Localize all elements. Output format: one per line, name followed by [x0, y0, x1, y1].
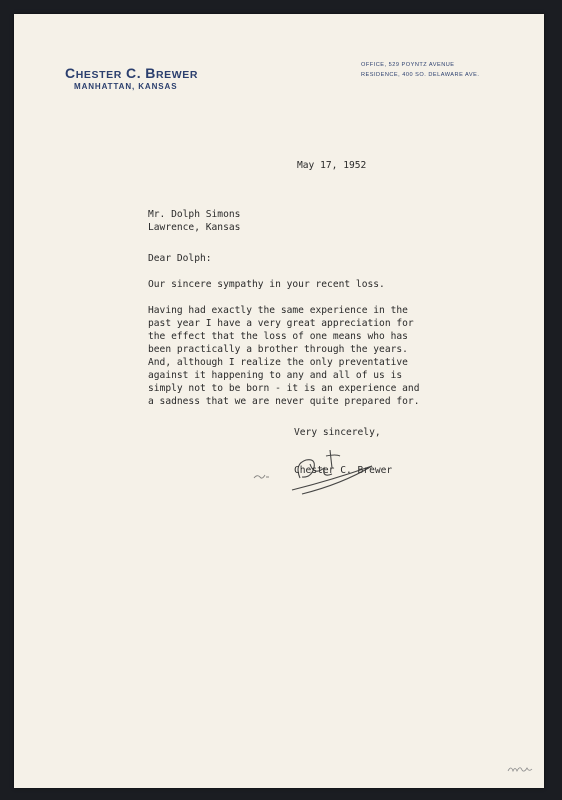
letterhead-residence-address: RESIDENCE, 400 SO. DELAWARE AVE. — [361, 72, 480, 78]
handwritten-signature — [252, 442, 392, 502]
recipient-name: Mr. Dolph Simons — [148, 209, 241, 220]
paragraph-2-line: against it happening to any and all of us is — [148, 370, 403, 381]
paragraph-2-line: past year I have a very great appreciation for — [148, 318, 414, 329]
letter-page — [14, 14, 544, 788]
letterhead-city: MANHATTAN, KANSAS — [74, 82, 178, 91]
paragraph-2-line: been practically a brother through the years. — [148, 344, 408, 355]
recipient-place: Lawrence, Kansas — [148, 222, 241, 233]
paragraph-2-line: a sadness that we are never quite prepared for. — [148, 396, 420, 407]
closing: Very sincerely, — [294, 427, 381, 438]
salutation: Dear Dolph: — [148, 253, 212, 264]
paragraph-1: Our sincere sympathy in your recent loss. — [148, 279, 385, 290]
letterhead-name: CHESTER C. BREWER — [65, 65, 199, 81]
paragraph-2-line: And, although I realize the only preventative — [148, 357, 408, 368]
paragraph-2-line: the effect that the loss of one means who has — [148, 331, 408, 342]
letterhead-office-address: OFFICE, 529 POYNTZ AVENUE — [361, 62, 455, 68]
typed-signature: Chester C. Brewer — [294, 465, 393, 476]
letter-date: May 17, 1952 — [297, 160, 367, 171]
pencil-mark — [506, 762, 536, 776]
paragraph-2-line: Having had exactly the same experience in the — [148, 305, 408, 316]
paragraph-2-line: simply not to be born - it is an experience and — [148, 383, 420, 394]
